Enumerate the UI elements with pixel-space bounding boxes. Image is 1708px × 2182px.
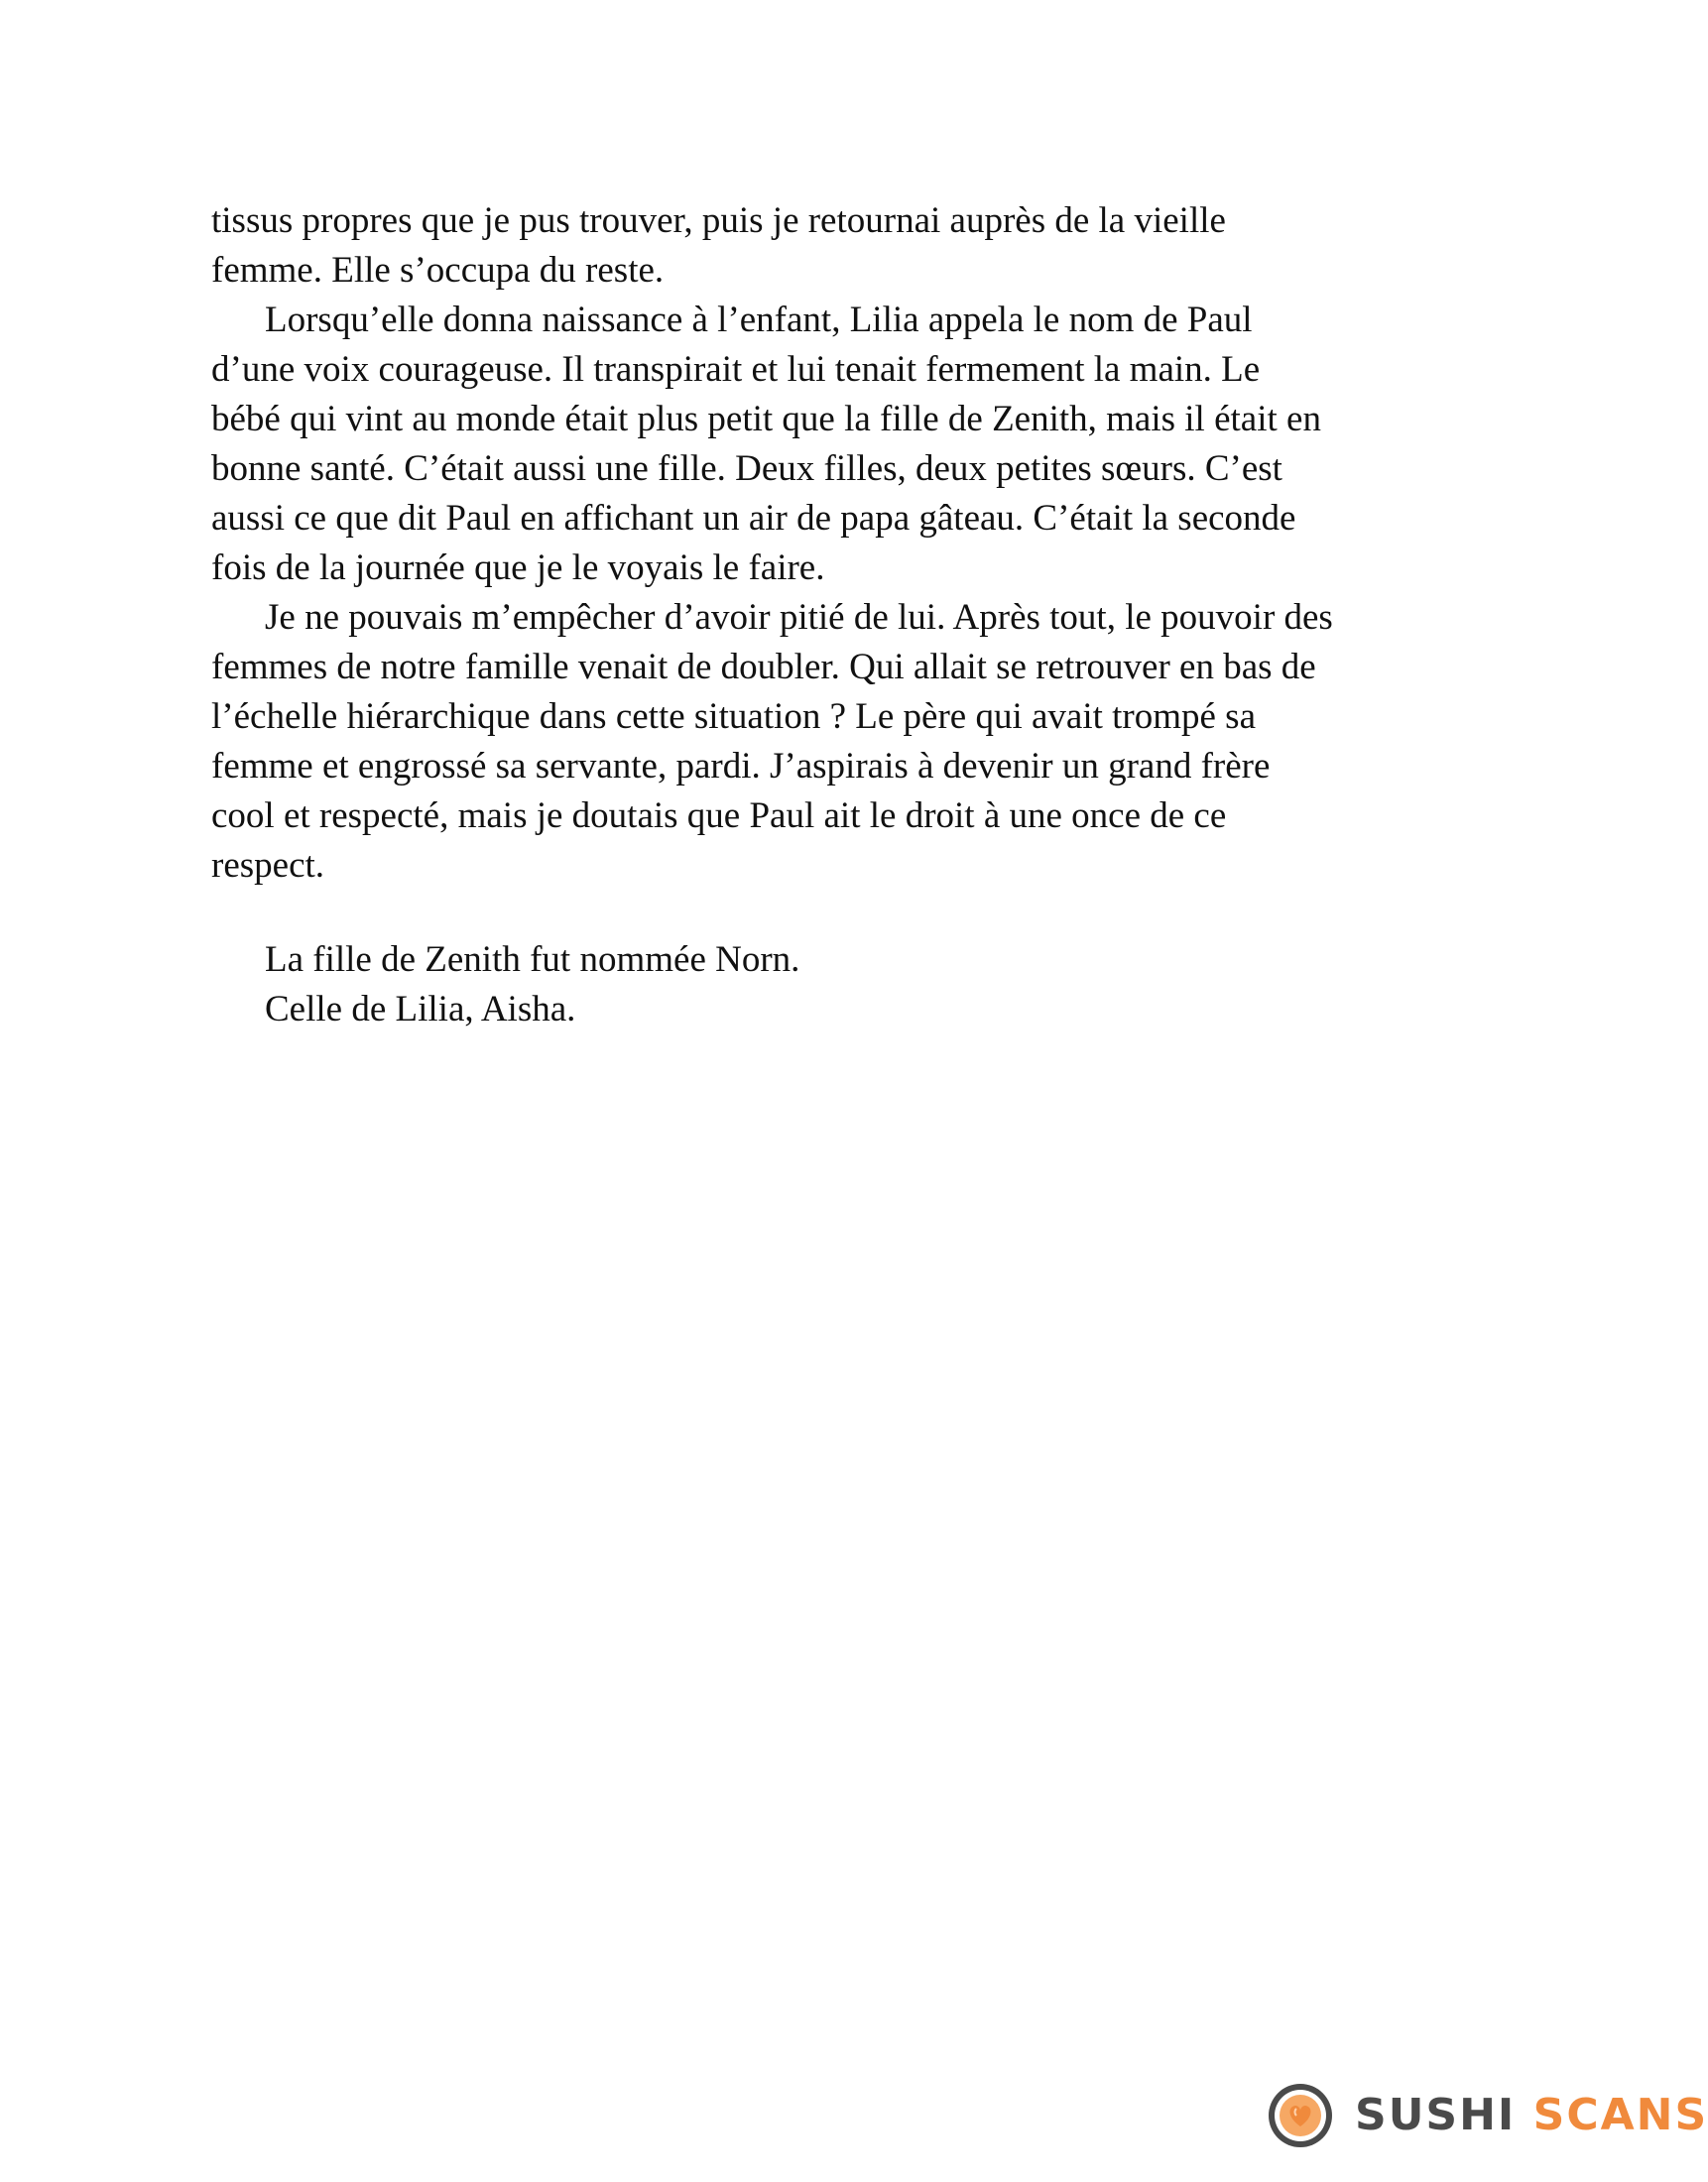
closing-line: Celle de Lilia, Aisha.	[265, 989, 576, 1030]
paragraph-line: femmes de notre famille venait de doubler. Qui allait se retrouver en bas de	[211, 647, 1316, 687]
logo-word-scans: SCANS	[1532, 2090, 1708, 2140]
paragraph-line: aussi ce que dit Paul en affichant un air de papa gâteau. C’était la seconde	[211, 498, 1296, 539]
logo-wordmark	[1355, 2089, 1708, 2142]
body-text	[211, 196, 1491, 1034]
paragraph-line: bébé qui vint au monde était plus petit que la fille de Zenith, mais il était en	[211, 399, 1321, 439]
logo-word-sushi: SUSHI	[1355, 2090, 1517, 2140]
paragraph-line: l’échelle hiérarchique dans cette situation ? Le père qui avait trompé sa	[211, 696, 1257, 737]
paragraph-line: Lorsqu’elle donna naissance à l’enfant, Lilia appela le nom de Paul	[265, 300, 1253, 340]
paragraph-line: femme et engrossé sa servante, pardi. J’aspirais à devenir un grand frère	[211, 746, 1271, 787]
paragraph-line: d’une voix courageuse. Il transpirait et lui tenait fermement la main. Le	[211, 349, 1261, 390]
paragraph-line: Je ne pouvais m’empêcher d’avoir pitié de lui. Après tout, le pouvoir des	[265, 597, 1333, 638]
sushi-scans-logo	[1266, 2081, 1708, 2144]
paragraph-line: tissus propres que je pus trouver, puis je retournai auprès de la vieille	[211, 200, 1226, 241]
paragraph-line: respect.	[211, 845, 325, 886]
closing-line: La fille de Zenith fut nommée Norn.	[265, 939, 800, 980]
sushi-roll-heart-icon	[1266, 2081, 1335, 2150]
paragraph-line: cool et respecté, mais je doutais que Paul ait le droit à une once de ce	[211, 795, 1227, 836]
paragraph-gap	[211, 891, 1491, 935]
paragraph-line: bonne santé. C’était aussi une fille. Deux filles, deux petites sœurs. C’est	[211, 448, 1282, 489]
paragraph-line: femme. Elle s’occupa du reste.	[211, 250, 665, 291]
paragraph-line: fois de la journée que je le voyais le faire.	[211, 547, 825, 588]
